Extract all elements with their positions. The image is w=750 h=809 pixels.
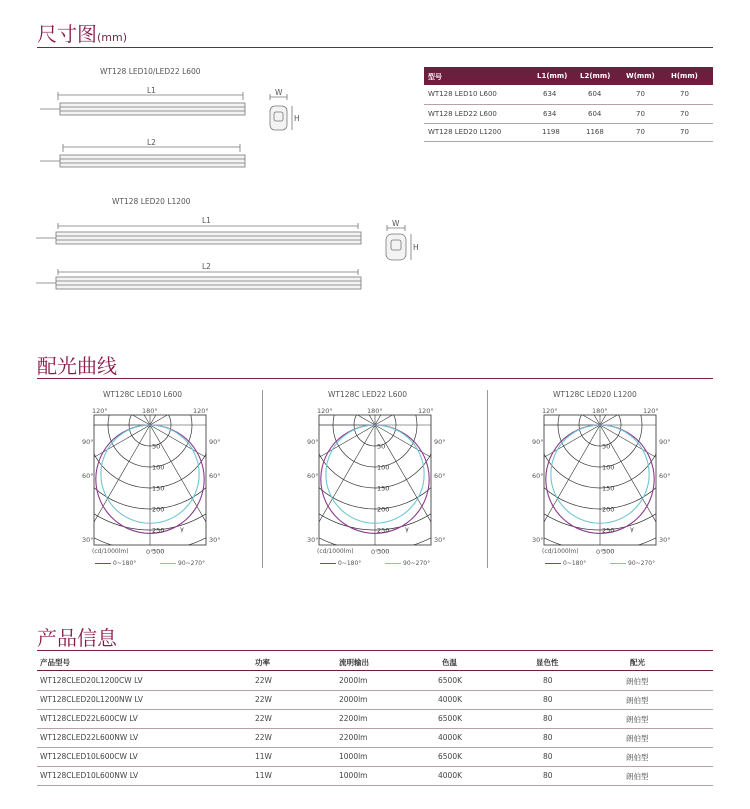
angle-label: 60° [307,472,319,480]
angle-label: 60° [659,472,671,480]
drawing1-h: H [294,114,300,123]
chart3-label: WT128C LED20 L1200 [553,390,637,399]
legend-b: 90~270° [628,560,656,567]
radial-label: 250 [377,526,390,535]
product-header-cct: 色温 [442,658,457,667]
product-cell-cri: 80 [543,714,553,723]
product-row-divider [37,690,713,691]
angle-label: 90° [659,438,671,446]
angle-label: 120° [92,407,108,415]
drawing1-w: W [275,88,283,97]
angle-label: 30° [532,536,544,544]
polar-spoke [600,425,660,534]
unit-label: (cd/1000lm) [542,548,579,555]
angle-label: 30° [659,536,671,544]
product-cell-dist: 朗伯型 [626,715,649,724]
product-cell-cri: 80 [543,676,553,685]
product-cell-cri: 80 [543,752,553,761]
product-cell-cct: 4000K [438,733,463,742]
product-cell-cct: 4000K [438,771,463,780]
radial-label: 150 [152,484,165,493]
angle-label: 120° [193,407,209,415]
radial-label: 200 [602,505,615,514]
angle-label: 0° [146,548,154,556]
product-row-divider [37,728,713,729]
dim-table-header [424,67,713,85]
radial-label: 150 [377,484,390,493]
chart-divider [262,390,263,568]
dim-row2-h: 70 [680,110,689,118]
unit-label: (cd/1000lm) [317,548,354,555]
legend-swatch-b [385,563,401,564]
radial-label: 100 [152,463,165,472]
product-cell-model: WT128CLED22L600NW LV [40,733,139,742]
drawing1-label: WT128 LED10/LED22 L600 [100,67,201,76]
products-rule [37,650,713,651]
angle-label: 30° [82,536,94,544]
chart2-label: WT128C LED22 L600 [328,390,408,399]
drawing2-h: H [413,243,419,252]
radial-label: 150 [602,484,615,493]
curves-rule [37,378,713,379]
legend-b: 90~270° [178,560,206,567]
product-cell-dist: 朗伯型 [626,677,649,686]
angle-label: 180° [367,407,383,415]
dim-row3-w: 70 [636,128,645,136]
dim-row2-w: 70 [636,110,645,118]
angle-label: 90° [434,438,446,446]
angle-label: 30° [434,536,446,544]
polar-spoke [540,425,600,534]
polar-spoke [150,425,210,534]
product-header-lumen: 流明输出 [339,658,369,667]
product-cell-cri: 80 [543,695,553,704]
dimensions-unit: (mm) [97,31,128,44]
angle-label: 0° [596,548,604,556]
radial-label: 50 [602,442,611,451]
gamma-label: γ [180,525,184,533]
dim-header-w: W(mm) [626,72,655,80]
dim-row1-model: WT128 LED10 L600 [428,90,497,98]
angle-label: 60° [434,472,446,480]
product-cell-model: WT128CLED20L1200CW LV [40,676,143,685]
drawing2-l1: L1 [202,216,211,225]
dimensions-title-text: 尺寸图 [37,22,97,46]
radial-label: 100 [602,463,615,472]
radial-label: 250 [602,526,615,535]
legend-b: 90~270° [403,560,431,567]
product-cell-power: 22W [255,676,272,685]
product-cell-cct: 6500K [438,714,463,723]
polar-chart-1 [90,405,210,555]
angle-label: 120° [643,407,659,415]
legend-a: 0~180° [563,560,587,567]
product-header-dist: 配光 [630,658,645,667]
angle-label: 30° [209,536,221,544]
product-row-divider [37,785,713,786]
dim-row3-l2: 1168 [586,128,604,136]
angle-label: 90° [307,438,319,446]
dim-row1-l2: 604 [588,90,602,98]
product-cell-lumen: 2200lm [339,714,368,723]
product-cell-cct: 6500K [438,676,463,685]
product-cell-power: 22W [255,695,272,704]
dim-row-divider [424,141,713,142]
polar-spoke [315,425,375,534]
dim-row3-h: 70 [680,128,689,136]
products-title: 产品信息 [37,626,117,650]
drawing2-l2: L2 [202,262,211,271]
radial-label: 50 [377,442,386,451]
product-cell-dist: 朗伯型 [626,734,649,743]
polar-spoke [90,425,150,534]
dim-row-divider [424,123,713,124]
angle-label: 90° [82,438,94,446]
angle-label: 180° [592,407,608,415]
legend-swatch-a [320,563,336,564]
polar-grid [90,405,210,551]
product-cell-cri: 80 [543,771,553,780]
gamma-label: γ [630,525,634,533]
product-cell-power: 11W [255,771,272,780]
polar-grid [315,405,435,551]
product-cell-lumen: 1000lm [339,771,368,780]
angle-label: 60° [82,472,94,480]
angle-label: 120° [418,407,434,415]
polar-chart-2 [315,405,435,555]
product-header-cri: 显色性 [536,658,559,667]
radial-label: 250 [152,526,165,535]
product-row-divider [37,766,713,767]
product-cell-cct: 4000K [438,695,463,704]
angle-label: 0° [371,548,379,556]
dim-row1-l1: 634 [543,90,557,98]
product-cell-lumen: 2000lm [339,676,368,685]
dim-row2-model: WT128 LED22 L600 [428,110,497,118]
product-cell-cct: 6500K [438,752,463,761]
product-cell-dist: 朗伯型 [626,696,649,705]
product-header-power: 功率 [255,658,270,667]
product-cell-model: WT128CLED10L600CW LV [40,752,138,761]
angle-label: 30° [307,536,319,544]
legend-a: 0~180° [338,560,362,567]
legend-swatch-a [545,563,561,564]
curves-title: 配光曲线 [37,354,117,378]
radial-label: 50 [152,442,161,451]
product-cell-power: 22W [255,714,272,723]
product-cell-dist: 朗伯型 [626,772,649,781]
product-row-divider [37,709,713,710]
dim-row2-l1: 634 [543,110,557,118]
product-cell-power: 22W [255,733,272,742]
unit-label: (cd/1000lm) [92,548,129,555]
radial-label: 200 [377,505,390,514]
drawing1-l1: L1 [147,86,156,95]
legend-swatch-b [610,563,626,564]
dim-row1-h: 70 [680,90,689,98]
polar-grid [540,405,660,551]
radial-label: 300 [602,547,615,555]
dim-row1-w: 70 [636,90,645,98]
angle-label: 180° [142,407,158,415]
dim-header-h: H(mm) [671,72,698,80]
product-row-divider [37,747,713,748]
drawing2-label: WT128 LED20 L1200 [112,197,191,206]
dim-row-divider [424,104,713,105]
polar-spoke [375,425,435,534]
angle-label: 90° [532,438,544,446]
angle-label: 60° [209,472,221,480]
product-header-line [37,670,713,671]
dim-row2-l2: 604 [588,110,602,118]
product-cell-power: 11W [255,752,272,761]
product-cell-cri: 80 [543,733,553,742]
legend-a: 0~180° [113,560,137,567]
product-cell-dist: 朗伯型 [626,753,649,762]
angle-label: 60° [532,472,544,480]
angle-label: 120° [542,407,558,415]
dim-header-l1: L1(mm) [537,72,568,80]
dim-row3-model: WT128 LED20 L1200 [428,128,502,136]
drawing1-l2: L2 [147,138,156,147]
dim-header-l2: L2(mm) [580,72,611,80]
chart-divider [487,390,488,568]
dimension-drawings [0,0,750,300]
drawing2-w: W [392,219,400,228]
chart1-label: WT128C LED10 L600 [103,390,183,399]
product-cell-model: WT128CLED20L1200NW LV [40,695,143,704]
product-cell-model: WT128CLED22L600CW LV [40,714,138,723]
radial-label: 300 [152,547,165,555]
legend-swatch-b [160,563,176,564]
dim-header-model: 型号 [428,73,442,81]
product-cell-model: WT128CLED10L600NW LV [40,771,139,780]
angle-label: 120° [317,407,333,415]
dim-row3-l1: 1198 [542,128,560,136]
gamma-label: γ [405,525,409,533]
product-cell-lumen: 1000lm [339,752,368,761]
product-cell-lumen: 2200lm [339,733,368,742]
radial-label: 300 [377,547,390,555]
angle-label: 90° [209,438,221,446]
polar-chart-3 [540,405,660,555]
radial-label: 200 [152,505,165,514]
product-cell-lumen: 2000lm [339,695,368,704]
product-header-model: 产品型号 [40,658,70,667]
radial-label: 100 [377,463,390,472]
legend-swatch-a [95,563,111,564]
